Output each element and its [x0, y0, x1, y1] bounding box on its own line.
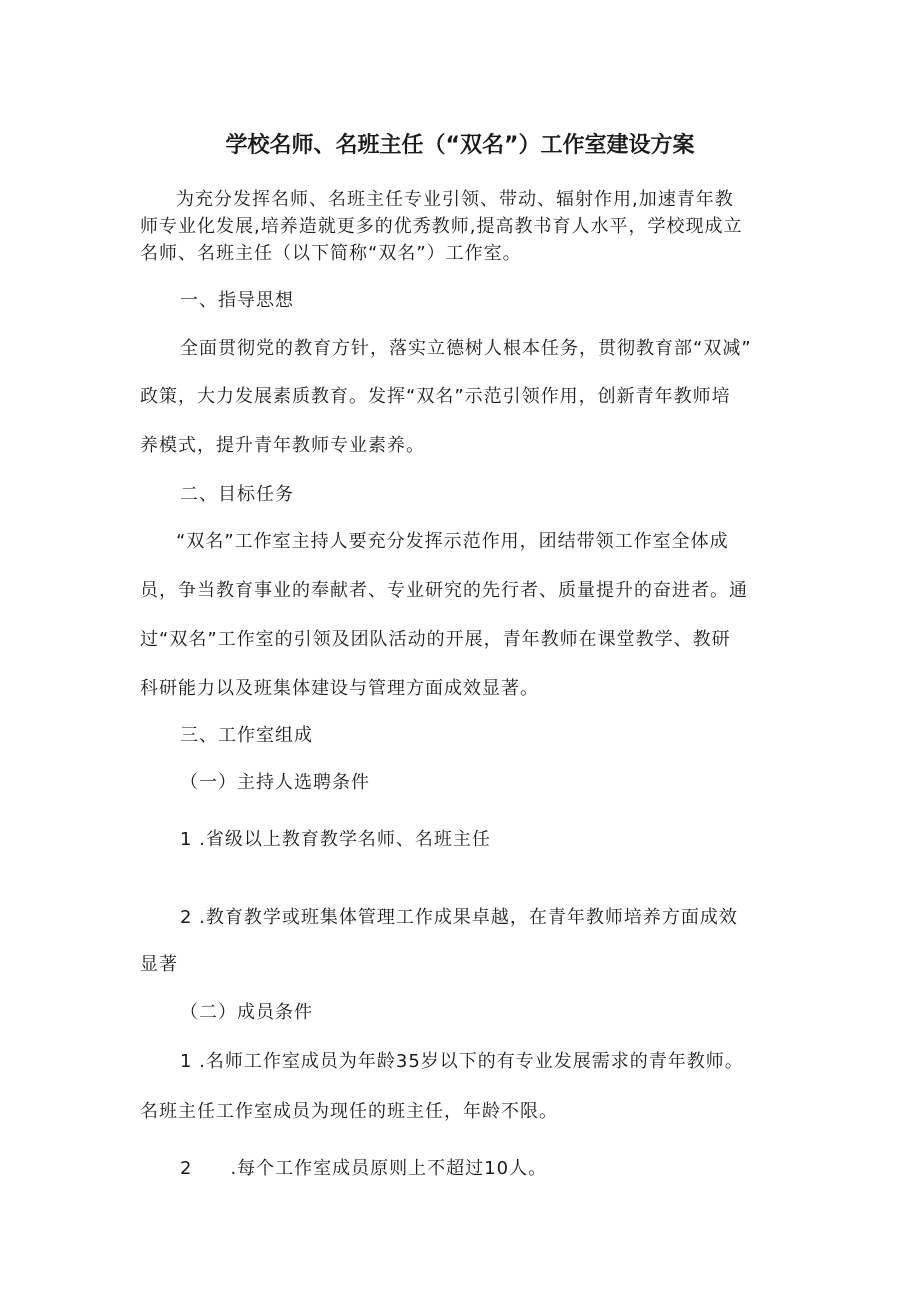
section2-line: 员，争当教育事业的奉献者、专业研究的先行者、质量提升的奋进者。通	[140, 580, 748, 601]
sub1-item-1: 1 .省级以上教育教学名师、名班主任	[180, 829, 491, 850]
sub1-item-2-cont: 显著	[140, 954, 178, 975]
section1-heading: 一、指导思想	[180, 290, 294, 311]
sub1-item-2: 2 .教育教学或班集体管理工作成果卓越，在青年教师培养方面成效	[180, 907, 738, 928]
intro-paragraph	[140, 186, 790, 267]
section1-line: 养模式，提升青年教师专业素养。	[140, 435, 425, 456]
sub2-item-2: 2 .每个工作室成员原则上不超过10人。	[180, 1158, 548, 1179]
intro-line: 师专业化发展,培养造就更多的优秀教师,提高教书育人水平，学校现成立	[140, 216, 743, 237]
section1-line: 全面贯彻党的教育方针，落实立德树人根本任务，贯彻教育部“双减”	[180, 338, 752, 359]
intro-line: 为充分发挥名师、名班主任专业引领、带动、辐射作用,加速青年教	[176, 189, 734, 210]
sub1-heading: （一）主持人选聘条件	[180, 772, 370, 793]
sub2-heading: （二）成员条件	[180, 1002, 313, 1023]
section2-line: “双名”工作室主持人要充分发挥示范作用，团结带领工作室全体成	[176, 531, 729, 552]
section2-line: 过“双名”工作室的引领及团队活动的开展，青年教师在课堂教学、教研	[140, 629, 731, 650]
sub2-item-1-cont: 名班主任工作室成员为现任的班主任，年龄不限。	[140, 1101, 558, 1122]
document-title: 学校名师、名班主任（“双名”）工作室建设方案	[225, 133, 695, 158]
section3-heading: 三、工作室组成	[180, 725, 313, 746]
section2-line: 科研能力以及班集体建设与管理方面成效显著。	[140, 678, 539, 699]
sub2-item-1: 1 .名师工作室成员为年龄35岁以下的有专业发展需求的青年教师。	[180, 1051, 744, 1072]
section1-line: 政策，大力发展素质教育。发挥“双名”示范引领作用，创新青年教师培	[140, 386, 731, 407]
intro-line: 名师、名班主任（以下简称“双名”）工作室。	[140, 243, 522, 264]
section2-heading: 二、目标任务	[180, 484, 294, 505]
